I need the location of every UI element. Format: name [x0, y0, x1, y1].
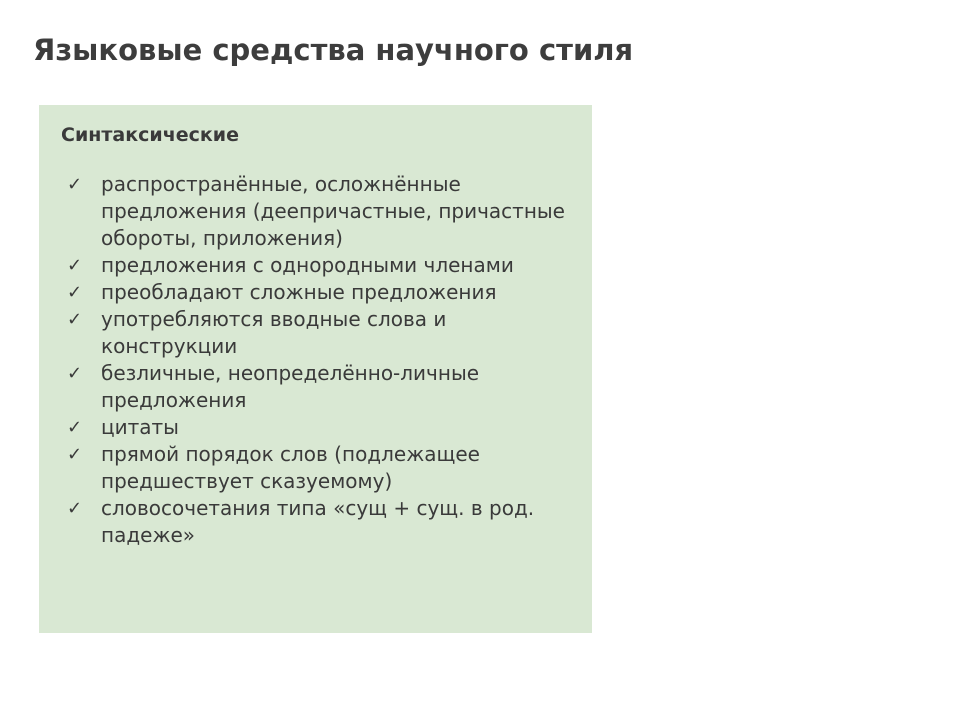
check-icon: ✓ — [67, 417, 83, 438]
list-item — [61, 441, 572, 495]
check-icon: ✓ — [67, 498, 83, 519]
syntax-panel — [39, 105, 592, 633]
list-item — [61, 306, 572, 360]
panel-heading: Синтаксические — [61, 124, 239, 146]
list-item — [61, 495, 572, 549]
list-item-text: употребляются вводные слова и конструкции — [101, 307, 447, 358]
list-item-text: безличные, неопределённо-личные предложения — [101, 361, 480, 412]
check-icon: ✓ — [67, 309, 83, 330]
list-item-text: словосочетания типа «сущ + сущ. в род. падеже» — [101, 496, 535, 547]
list-item — [61, 171, 572, 252]
page-title: Языковые средства научного стиля — [33, 33, 634, 67]
check-icon: ✓ — [67, 255, 83, 276]
feature-list — [61, 171, 572, 549]
list-item — [61, 279, 572, 306]
list-item-text: предложения с однородными членами — [101, 253, 514, 277]
list-item-text: распространённые, осложнённые предложения (деепричастные, причастные обороты, приложения) — [101, 172, 565, 250]
list-item-text: цитаты — [101, 415, 179, 439]
check-icon: ✓ — [67, 174, 83, 195]
list-item-text: преобладают сложные предложения — [101, 280, 497, 304]
check-icon: ✓ — [67, 444, 83, 465]
check-icon: ✓ — [67, 363, 83, 384]
list-item — [61, 414, 572, 441]
check-icon: ✓ — [67, 282, 83, 303]
list-item — [61, 252, 572, 279]
list-item — [61, 360, 572, 414]
list-item-text: прямой порядок слов (подлежащее предшествует сказуемому) — [101, 442, 480, 493]
